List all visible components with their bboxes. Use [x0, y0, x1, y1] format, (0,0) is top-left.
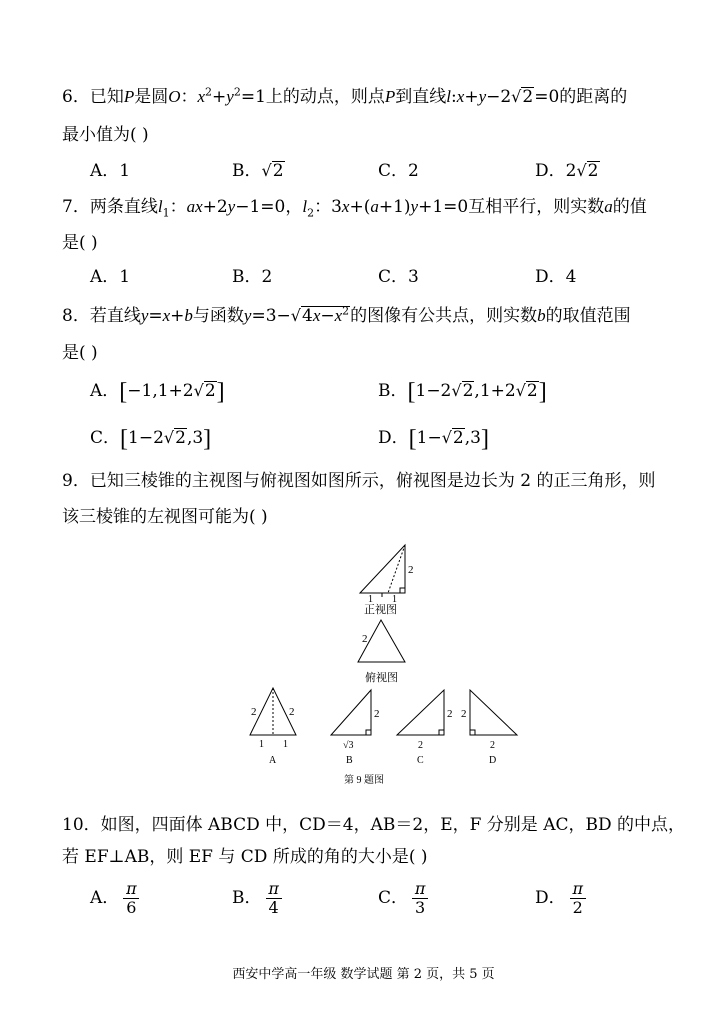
- q10-line1: 10．如图，四面体 ABCD 中，CD＝4，AB＝2，E，F 分别是 AC，BD 的中点，: [62, 815, 686, 835]
- q9-line2: 该三棱锥的左视图可能为( ): [62, 507, 268, 527]
- q7-option-c: C．3: [378, 267, 419, 287]
- svg-text:2: 2: [251, 706, 257, 718]
- option-c-view: [397, 690, 453, 766]
- option-a-view: [250, 688, 296, 766]
- svg-text:2: 2: [374, 708, 380, 720]
- q6-option-a: A．1: [90, 161, 131, 181]
- front-view: [360, 545, 414, 616]
- svg-text:2: 2: [418, 740, 423, 751]
- q10-option-a: A． $\frac{\pi}{6}$: [90, 880, 139, 917]
- svg-text:2: 2: [362, 633, 368, 645]
- q6-line1: 6．已知P是圆O：$x^2+y^2=1$上的动点，则点P到直线l:x+y−2√2=0的距离的: [62, 85, 628, 107]
- q6-option-d: D．2√2: [535, 161, 599, 181]
- front-view-label: 正视图: [364, 604, 397, 616]
- option-c-label: C: [417, 755, 424, 766]
- svg-text:√3: √3: [343, 740, 354, 751]
- q7-line1: 7．两条直线$l_1$：ax+2y−1=0，$l_2$：3x+(a+1)y+1=0互相平行，则实数a的值: [62, 197, 647, 220]
- svg-text:1: 1: [392, 594, 397, 605]
- page-footer: 西安中学高一年级 数学试题 第 2 页，共 5 页: [232, 967, 495, 982]
- q6-line2: 最小值为( ): [62, 125, 149, 145]
- svg-text:2: 2: [408, 564, 414, 576]
- option-b-label: B: [346, 755, 353, 766]
- q7-line2: 是( ): [62, 233, 98, 253]
- q8-option-d: D．[1−√2,3]: [378, 426, 489, 452]
- svg-text:1: 1: [283, 739, 288, 750]
- option-a-label: A: [269, 755, 277, 766]
- q9-line1: 9．已知三棱锥的主视图与俯视图如图所示，俯视图是边长为 2 的正三角形，则: [62, 471, 656, 491]
- top-view-label: 俯视图: [365, 672, 398, 684]
- svg-text:2: 2: [461, 708, 467, 720]
- q6-option-b: B．√2: [232, 161, 284, 181]
- svg-text:2: 2: [289, 706, 295, 718]
- q7-option-a: A．1: [90, 267, 131, 287]
- top-view: [358, 620, 405, 684]
- svg-text:1: 1: [368, 594, 373, 605]
- q7-option-d: D．4: [535, 267, 577, 287]
- svg-text:2: 2: [490, 740, 495, 751]
- option-d-view: [461, 690, 517, 766]
- svg-text:2: 2: [447, 708, 453, 720]
- q10-option-d: D． $\frac{\pi}{2}$: [535, 880, 586, 917]
- q10-line2: 若 EF⊥AB，则 EF 与 CD 所成的角的大小是( ): [62, 847, 428, 867]
- q6-option-c: C．2: [378, 161, 419, 181]
- figure-caption: 第 9 题图: [344, 775, 384, 786]
- q10-option-c: C． $\frac{\pi}{3}$: [378, 880, 428, 917]
- option-b-view: [331, 690, 380, 766]
- q10-option-b: B． $\frac{\pi}{4}$: [232, 880, 282, 917]
- q8-option-b: B．[1−2√2,1+2√2]: [378, 379, 547, 405]
- q7-option-b: B．2: [232, 267, 273, 287]
- option-d-label: D: [489, 755, 497, 766]
- q8-line2: 是( ): [62, 343, 98, 363]
- q8-option-a: A．[−1,1+2√2]: [90, 379, 225, 405]
- svg-text:1: 1: [259, 739, 264, 750]
- q8-line1: 8．若直线y=x+b与函数$y=3-√4x-x^2$的图像有公共点，则实数b的取值范围: [62, 304, 631, 326]
- q9-figure: [0, 535, 727, 795]
- q8-option-c: C．[1−2√2,3]: [90, 426, 212, 452]
